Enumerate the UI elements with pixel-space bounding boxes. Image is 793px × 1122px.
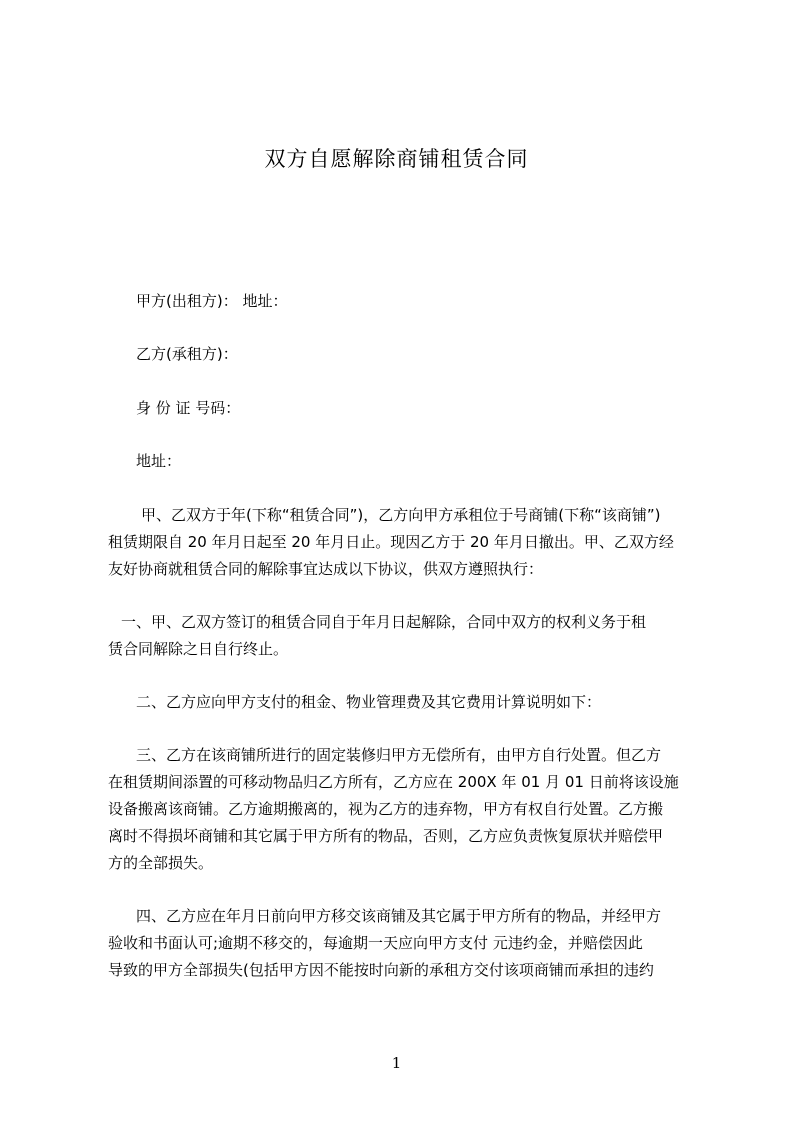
- clause-1-line: 一、甲、乙双方签订的租赁合同自于年月日起解除，合同中双方的权利义务于租: [121, 613, 647, 631]
- clause-1-line: 赁合同解除之日自行终止。: [108, 640, 289, 658]
- id-number-line: 身 份 证 号码：: [136, 399, 241, 417]
- clause-4-line: 验收和书面认可;逾期不移交的，每逾期一天应向甲方支付 元违约金，并赔偿因此: [108, 934, 643, 952]
- clause-3-line: 三、乙方在该商铺所进行的固定装修归甲方无偿所有，由甲方自行处置。但乙方: [136, 746, 662, 764]
- clause-3-line: 在租赁期间添置的可移动物品归乙方所有，乙方应在 200X 年 01 月 01 日前将该设施: [108, 773, 679, 791]
- intro-line: 租赁期限自 20 年月日起至 20 年月日止。现因乙方于 20 年月日撤出。甲、乙双方经: [108, 533, 674, 551]
- clause-3-line: 设备搬离该商铺。乙方逾期搬离的，视为乙方的违弃物，甲方有权自行处置。乙方搬: [108, 800, 664, 818]
- clause-3-line: 离时不得损坏商铺和其它属于甲方所有的物品，否则，乙方应负责恢复原状并赔偿甲: [108, 827, 664, 845]
- clause-3-line: 方的全部损失。: [108, 854, 214, 872]
- address-line: 地址：: [136, 452, 182, 470]
- document-title: 双方自愿解除商铺租赁合同: [264, 147, 529, 171]
- intro-line: 友好协商就租赁合同的解除事宜达成以下协议，供双方遵照执行：: [108, 560, 544, 578]
- intro-line: 甲、乙双方于年(下称“租赁合同”)，乙方向甲方承租位于号商铺(下称“该商铺”): [141, 506, 661, 524]
- page-number: 1: [391, 1054, 402, 1072]
- party-a-line: 甲方(出租方)： 地址：: [136, 292, 288, 310]
- party-b-line: 乙方(承租方)：: [136, 345, 238, 363]
- clause-4-line: 四、乙方应在年月日前向甲方移交该商铺及其它属于甲方所有的物品，并经甲方: [136, 907, 662, 925]
- clause-4-line: 导致的甲方全部损失(包括甲方因不能按时向新的承租方交付该项商铺而承担的违约: [108, 961, 654, 979]
- clause-2-line: 二、乙方应向甲方支付的租金、物业管理费及其它费用计算说明如下：: [136, 693, 602, 711]
